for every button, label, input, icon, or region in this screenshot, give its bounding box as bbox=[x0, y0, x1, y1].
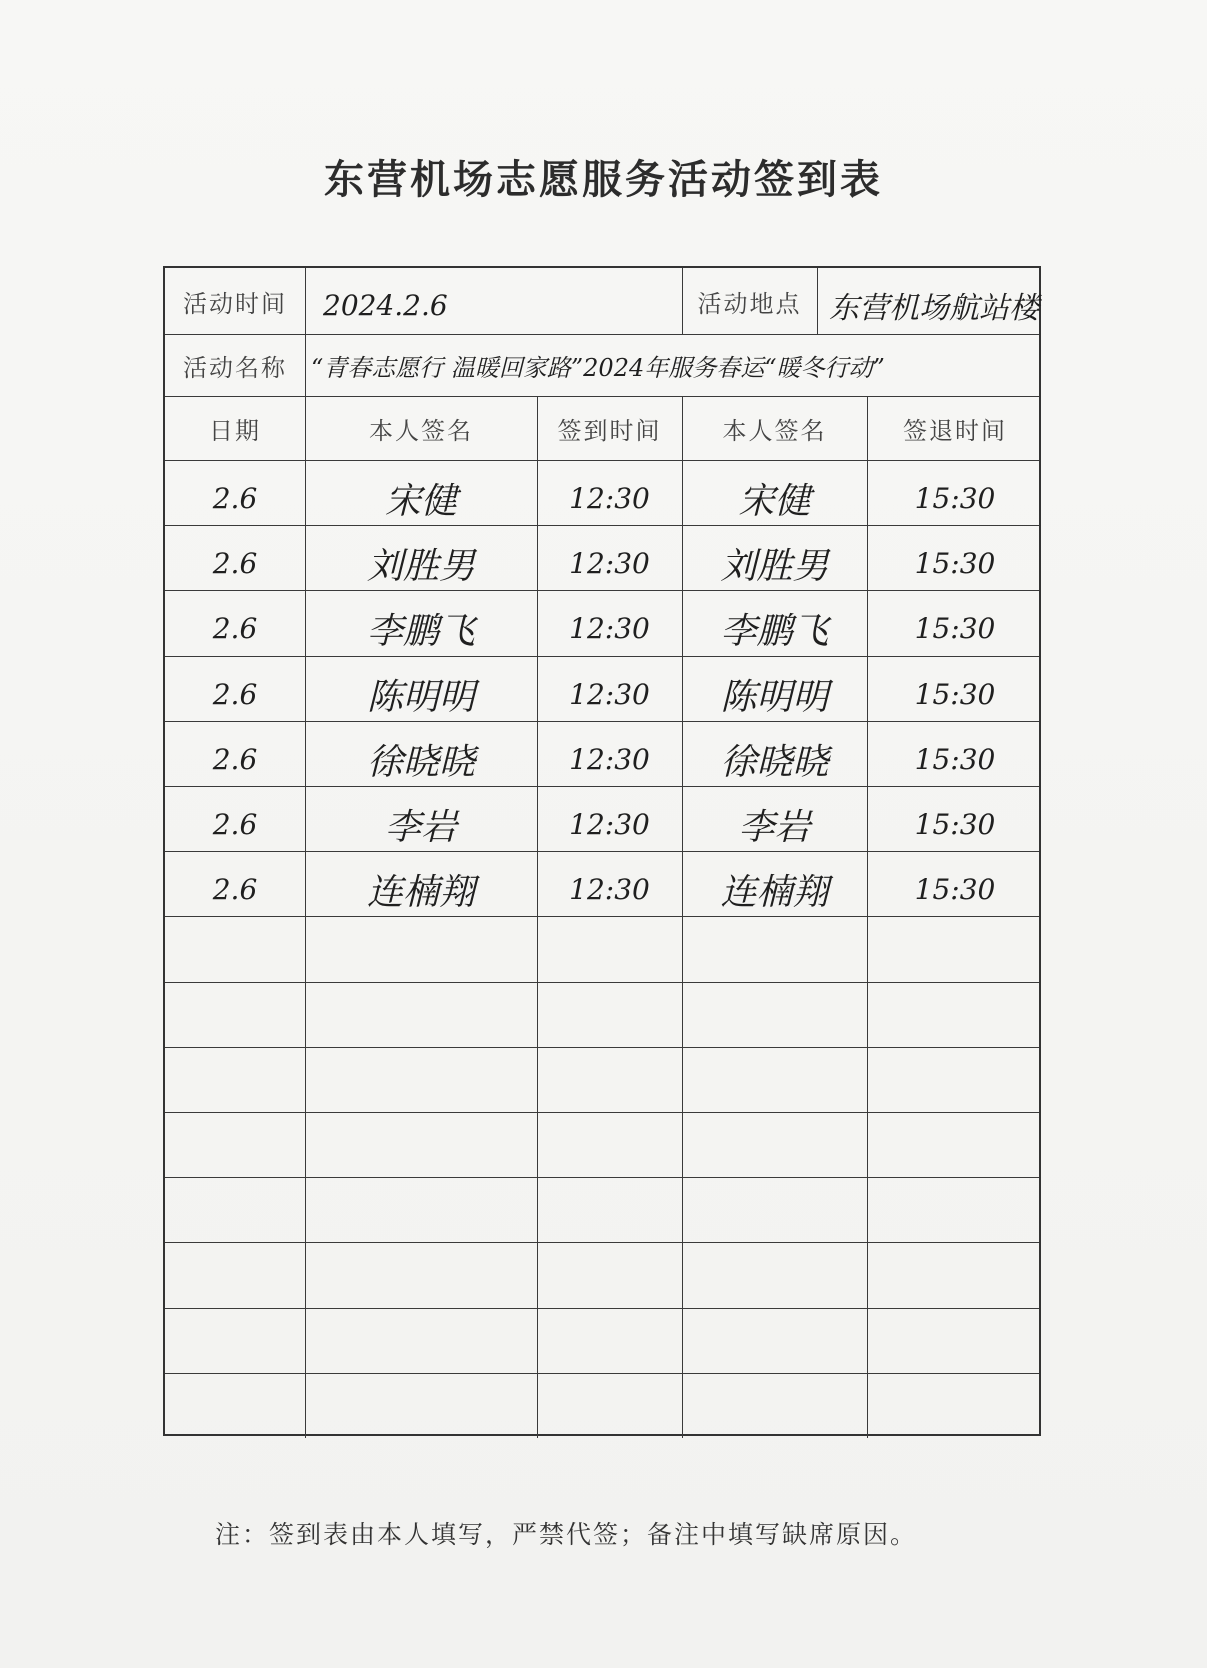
row-sign-in-time: 12:30 bbox=[569, 742, 650, 776]
column-sign-out-name: 本人签名 bbox=[722, 416, 827, 445]
row-date: 2.6 bbox=[212, 547, 258, 581]
column-sign-in-time: 签到时间 bbox=[557, 416, 662, 445]
activity-name-value: “青春志愿行 温暖回家路”2024年服务春运“暖冬行动” bbox=[311, 353, 885, 382]
row-sign-out-time: 15:30 bbox=[914, 677, 996, 711]
table-rule bbox=[165, 982, 1039, 983]
row-sign-in-signature: 李鹏飞 bbox=[366, 611, 475, 653]
row-sign-out-signature: 李岩 bbox=[738, 807, 811, 849]
table-rule bbox=[165, 1308, 1039, 1309]
sign-in-table bbox=[163, 266, 1041, 1436]
row-date: 2.6 bbox=[212, 808, 258, 842]
row-date: 2.6 bbox=[212, 677, 258, 711]
row-sign-in-signature: 连楠翔 bbox=[366, 872, 475, 914]
row-sign-in-signature: 陈明明 bbox=[366, 676, 475, 718]
time-value: 2024.2.6 bbox=[323, 288, 448, 322]
row-sign-out-time: 15:30 bbox=[914, 808, 996, 842]
row-sign-in-time: 12:30 bbox=[569, 482, 650, 516]
row-sign-in-signature: 刘胜男 bbox=[366, 546, 475, 588]
row-sign-out-time: 15:30 bbox=[914, 612, 996, 646]
row-sign-out-signature: 宋健 bbox=[738, 481, 811, 523]
table-rule bbox=[165, 1047, 1039, 1048]
row-date: 2.6 bbox=[212, 873, 258, 907]
row-date: 2.6 bbox=[212, 612, 258, 646]
table-rule bbox=[165, 460, 1039, 461]
row-sign-in-time: 12:30 bbox=[569, 612, 650, 646]
time-label: 活动时间 bbox=[183, 289, 287, 318]
row-sign-out-time: 15:30 bbox=[914, 873, 996, 907]
row-sign-in-time: 12:30 bbox=[569, 677, 650, 711]
row-date: 2.6 bbox=[212, 742, 258, 776]
row-sign-in-signature: 李岩 bbox=[384, 807, 457, 849]
row-sign-out-signature: 刘胜男 bbox=[720, 546, 829, 588]
table-rule bbox=[165, 1177, 1039, 1178]
table-rule bbox=[165, 1112, 1039, 1113]
column-sign-out-time: 签退时间 bbox=[903, 416, 1007, 445]
column-date: 日期 bbox=[209, 416, 261, 445]
row-sign-out-time: 15:30 bbox=[914, 547, 996, 581]
activity-name-label: 活动名称 bbox=[183, 353, 287, 382]
table-rule bbox=[165, 1242, 1039, 1243]
page-title: 东营机场志愿服务活动签到表 bbox=[324, 156, 883, 203]
row-sign-in-time: 12:30 bbox=[569, 873, 650, 907]
place-label: 活动地点 bbox=[697, 289, 802, 318]
row-sign-out-signature: 陈明明 bbox=[720, 676, 829, 718]
row-sign-in-signature: 徐晓晓 bbox=[366, 741, 475, 783]
row-sign-out-signature: 连楠翔 bbox=[720, 872, 829, 914]
column-sign-in-name: 本人签名 bbox=[369, 416, 473, 445]
row-sign-in-time: 12:30 bbox=[569, 808, 650, 842]
row-sign-out-signature: 李鹏飞 bbox=[720, 611, 829, 653]
place-value: 东营机场航站楼 bbox=[829, 291, 1039, 326]
row-sign-in-time: 12:30 bbox=[569, 547, 650, 581]
footer-note: 注：签到表由本人填写，严禁代签；备注中填写缺席原因。 bbox=[215, 1520, 918, 1549]
row-sign-out-time: 15:30 bbox=[914, 742, 996, 776]
row-sign-out-time: 15:30 bbox=[914, 482, 996, 516]
row-sign-in-signature: 宋健 bbox=[384, 481, 457, 523]
table-rule bbox=[165, 1373, 1039, 1374]
row-sign-out-signature: 徐晓晓 bbox=[720, 741, 829, 783]
row-date: 2.6 bbox=[212, 482, 258, 516]
